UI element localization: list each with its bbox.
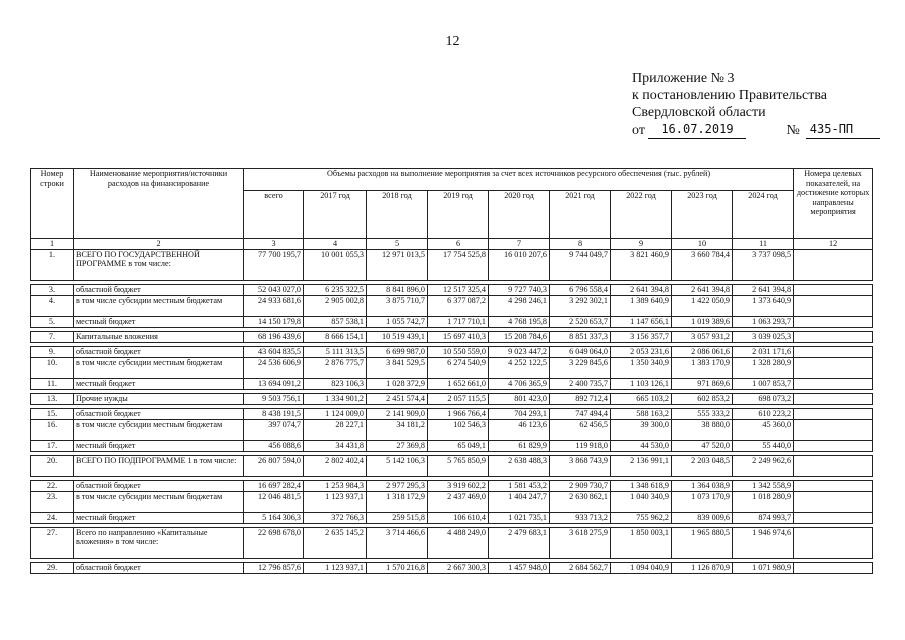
row-year-value-cell: 34 181,2 <box>367 419 428 440</box>
row-year-value-cell: 12 517 325,4 <box>428 284 489 295</box>
row-year-value-cell: 2 641 394,8 <box>733 284 794 295</box>
row-year-value-cell: 2 638 488,3 <box>489 455 550 476</box>
row-year-value-cell: 588 163,2 <box>611 408 672 419</box>
row-year-value-cell: 874 993,7 <box>733 512 794 523</box>
row-total-cell: 397 074,7 <box>244 419 304 440</box>
row-year-value-cell: 34 431,8 <box>304 440 367 451</box>
row-name-cell: местный бюджет <box>74 378 244 389</box>
table-row <box>31 284 873 295</box>
row-year-value-cell: 2 641 394,8 <box>672 284 733 295</box>
row-year-value-cell: 102 546,3 <box>428 419 489 440</box>
row-year-value-cell: 2 400 735,7 <box>550 378 611 389</box>
row-number-cell: 13. <box>31 393 74 404</box>
row-number-cell: 15. <box>31 408 74 419</box>
row-year-value-cell: 17 754 525,8 <box>428 249 489 280</box>
header-year-2019: 2019 год <box>428 191 489 239</box>
row-year-value-cell: 3 737 098,5 <box>733 249 794 280</box>
row-name-cell: Капитальные вложения <box>74 331 244 342</box>
row-number-cell: 17. <box>31 440 74 451</box>
row-year-value-cell: 47 520,0 <box>672 440 733 451</box>
row-year-value-cell: 3 156 357,7 <box>611 331 672 342</box>
column-index-cell: 5 <box>367 239 428 250</box>
table-body <box>31 239 873 574</box>
row-year-value-cell: 1 318 172,9 <box>367 491 428 512</box>
row-year-value-cell: 55 440,0 <box>733 440 794 451</box>
row-year-value-cell: 3 292 302,1 <box>550 295 611 316</box>
number-sign: № <box>786 123 800 138</box>
row-year-value-cell: 1 850 003,1 <box>611 527 672 558</box>
row-target-cell <box>794 331 873 342</box>
expenditure-table <box>30 168 873 574</box>
row-year-value-cell: 6 235 322,5 <box>304 284 367 295</box>
column-index-cell: 3 <box>244 239 304 250</box>
table-row <box>31 455 873 476</box>
header-name: Наименование мероприятия/источники расходов на финансирование <box>74 169 244 239</box>
row-year-value-cell: 119 918,0 <box>550 440 611 451</box>
row-year-value-cell: 3 821 460,9 <box>611 249 672 280</box>
row-year-value-cell: 27 369,8 <box>367 440 428 451</box>
row-name-cell: в том числе субсидии местным бюджетам <box>74 295 244 316</box>
column-index-cell: 9 <box>611 239 672 250</box>
row-year-value-cell: 1 581 453,2 <box>489 480 550 491</box>
row-target-cell <box>794 316 873 327</box>
row-year-value-cell: 65 049,1 <box>428 440 489 451</box>
row-year-value-cell: 555 333,2 <box>672 408 733 419</box>
row-total-cell: 456 088,6 <box>244 440 304 451</box>
row-name-cell: областной бюджет <box>74 346 244 357</box>
row-total-cell: 5 164 306,3 <box>244 512 304 523</box>
row-target-cell <box>794 408 873 419</box>
row-year-value-cell: 106 610,4 <box>428 512 489 523</box>
row-year-value-cell: 1 094 040,9 <box>611 562 672 573</box>
table-row <box>31 393 873 404</box>
row-year-value-cell: 1 965 880,5 <box>672 527 733 558</box>
table-row <box>31 357 873 378</box>
row-year-value-cell: 2 031 171,6 <box>733 346 794 357</box>
row-number-cell: 29. <box>31 562 74 573</box>
appendix-title: Приложение № 3 <box>632 71 735 86</box>
row-number-cell: 23. <box>31 491 74 512</box>
row-year-value-cell: 4 768 195,8 <box>489 316 550 327</box>
column-index-cell: 4 <box>304 239 367 250</box>
row-target-cell <box>794 249 873 280</box>
row-total-cell: 24 933 681,6 <box>244 295 304 316</box>
row-year-value-cell: 10 519 439,1 <box>367 331 428 342</box>
row-year-value-cell: 2 437 469,0 <box>428 491 489 512</box>
row-year-value-cell: 15 208 784,6 <box>489 331 550 342</box>
row-total-cell: 13 694 091,2 <box>244 378 304 389</box>
row-year-value-cell: 16 010 207,6 <box>489 249 550 280</box>
table-row <box>31 346 873 357</box>
row-year-value-cell: 2 451 574,4 <box>367 393 428 404</box>
row-year-value-cell: 1 071 980,9 <box>733 562 794 573</box>
header-row-number: Номер строки <box>31 169 74 239</box>
row-name-cell: областной бюджет <box>74 284 244 295</box>
row-year-value-cell: 3 618 275,9 <box>550 527 611 558</box>
row-name-cell: местный бюджет <box>74 316 244 327</box>
row-year-value-cell: 2 635 145,2 <box>304 527 367 558</box>
row-year-value-cell: 1 570 216,8 <box>367 562 428 573</box>
row-year-value-cell: 4 488 249,0 <box>428 527 489 558</box>
row-year-value-cell: 15 697 410,3 <box>428 331 489 342</box>
appendix-block <box>632 70 892 139</box>
row-year-value-cell: 1 124 009,0 <box>304 408 367 419</box>
header-year-2021: 2021 год <box>550 191 611 239</box>
row-year-value-cell: 6 699 987,0 <box>367 346 428 357</box>
row-year-value-cell: 12 971 013,5 <box>367 249 428 280</box>
row-year-value-cell: 2 520 653,7 <box>550 316 611 327</box>
row-year-value-cell: 3 714 466,6 <box>367 527 428 558</box>
row-number-cell: 11. <box>31 378 74 389</box>
row-target-cell <box>794 378 873 389</box>
row-total-cell: 14 150 179,8 <box>244 316 304 327</box>
table-row <box>31 480 873 491</box>
row-total-cell: 12 046 481,5 <box>244 491 304 512</box>
row-year-value-cell: 5 765 850,9 <box>428 455 489 476</box>
row-number-cell: 10. <box>31 357 74 378</box>
row-total-cell: 24 536 606,9 <box>244 357 304 378</box>
row-total-cell: 12 796 857,6 <box>244 562 304 573</box>
row-number-cell: 3. <box>31 284 74 295</box>
row-year-value-cell: 1 018 280,9 <box>733 491 794 512</box>
row-year-value-cell: 1 040 340,9 <box>611 491 672 512</box>
row-year-value-cell: 6 796 558,4 <box>550 284 611 295</box>
row-number-cell: 16. <box>31 419 74 440</box>
row-target-cell <box>794 284 873 295</box>
row-year-value-cell: 2 136 991,1 <box>611 455 672 476</box>
row-year-value-cell: 1 652 661,0 <box>428 378 489 389</box>
row-year-value-cell: 45 360,0 <box>733 419 794 440</box>
column-index-cell: 10 <box>672 239 733 250</box>
row-total-cell: 68 196 439,6 <box>244 331 304 342</box>
row-year-value-cell: 1 342 558,9 <box>733 480 794 491</box>
appendix-date-row <box>632 121 892 139</box>
column-index-cell: 1 <box>31 239 74 250</box>
row-year-value-cell: 2 641 394,8 <box>611 284 672 295</box>
row-year-value-cell: 2 203 048,5 <box>672 455 733 476</box>
row-year-value-cell: 3 660 784,4 <box>672 249 733 280</box>
row-number-cell: 9. <box>31 346 74 357</box>
row-year-value-cell: 1 717 710,1 <box>428 316 489 327</box>
from-label: от <box>632 123 645 138</box>
row-year-value-cell: 44 530,0 <box>611 440 672 451</box>
row-year-value-cell: 1 103 126,1 <box>611 378 672 389</box>
header-volumes: Объемы расходов на выполнение мероприятия за счет всех источников ресурсного обеспечения (тыс. рублей) <box>244 169 794 191</box>
row-year-value-cell: 2 684 562,7 <box>550 562 611 573</box>
row-year-value-cell: 8 841 896,0 <box>367 284 428 295</box>
row-name-cell: областной бюджет <box>74 408 244 419</box>
row-year-value-cell: 3 919 602,2 <box>428 480 489 491</box>
row-year-value-cell: 10 001 055,3 <box>304 249 367 280</box>
row-year-value-cell: 1 123 937,1 <box>304 562 367 573</box>
column-index-row <box>31 239 873 250</box>
row-year-value-cell: 6 377 087,2 <box>428 295 489 316</box>
table-row <box>31 249 873 280</box>
row-name-cell: в том числе субсидии местным бюджетам <box>74 419 244 440</box>
row-year-value-cell: 1 123 937,1 <box>304 491 367 512</box>
row-year-value-cell: 933 713,2 <box>550 512 611 523</box>
row-year-value-cell: 1 055 742,7 <box>367 316 428 327</box>
resolution-date: 16.07.2019 <box>648 121 746 139</box>
row-total-cell: 77 700 195,7 <box>244 249 304 280</box>
row-name-cell: ВСЕГО ПО ГОСУДАРСТВЕННОЙ ПРОГРАММЕ в том числе: <box>74 249 244 280</box>
row-year-value-cell: 1 373 640,9 <box>733 295 794 316</box>
row-year-value-cell: 665 103,2 <box>611 393 672 404</box>
row-year-value-cell: 28 227,1 <box>304 419 367 440</box>
table-row <box>31 527 873 558</box>
row-year-value-cell: 1 019 389,6 <box>672 316 733 327</box>
row-year-value-cell: 46 123,6 <box>489 419 550 440</box>
row-year-value-cell: 1 404 247,7 <box>489 491 550 512</box>
page-number: 12 <box>445 34 460 49</box>
row-name-cell: местный бюджет <box>74 440 244 451</box>
row-total-cell: 22 698 678,0 <box>244 527 304 558</box>
row-year-value-cell: 2 667 300,3 <box>428 562 489 573</box>
column-index-cell: 2 <box>74 239 244 250</box>
row-year-value-cell: 3 057 931,2 <box>672 331 733 342</box>
row-year-value-cell: 2 053 231,6 <box>611 346 672 357</box>
table-row <box>31 440 873 451</box>
row-year-value-cell: 1 334 901,2 <box>304 393 367 404</box>
row-year-value-cell: 372 766,3 <box>304 512 367 523</box>
header-total: всего <box>244 191 304 239</box>
row-year-value-cell: 839 009,6 <box>672 512 733 523</box>
row-year-value-cell: 747 494,4 <box>550 408 611 419</box>
table-row <box>31 316 873 327</box>
row-year-value-cell: 1 966 766,4 <box>428 408 489 419</box>
row-target-cell <box>794 346 873 357</box>
row-number-cell: 24. <box>31 512 74 523</box>
header-year-2020: 2020 год <box>489 191 550 239</box>
appendix-line-region: Свердловской области <box>632 105 766 120</box>
row-total-cell: 9 503 756,1 <box>244 393 304 404</box>
row-year-value-cell: 704 293,1 <box>489 408 550 419</box>
row-year-value-cell: 9 727 740,3 <box>489 284 550 295</box>
row-year-value-cell: 8 851 337,3 <box>550 331 611 342</box>
row-year-value-cell: 4 252 122,5 <box>489 357 550 378</box>
row-year-value-cell: 2 141 909,0 <box>367 408 428 419</box>
row-target-cell <box>794 512 873 523</box>
row-year-value-cell: 755 962,2 <box>611 512 672 523</box>
row-total-cell: 52 043 027,0 <box>244 284 304 295</box>
row-year-value-cell: 4 706 365,9 <box>489 378 550 389</box>
row-name-cell: в том числе субсидии местным бюджетам <box>74 491 244 512</box>
row-year-value-cell: 5 142 106,3 <box>367 455 428 476</box>
row-total-cell: 43 604 835,5 <box>244 346 304 357</box>
header-year-2017: 2017 год <box>304 191 367 239</box>
row-target-cell <box>794 419 873 440</box>
row-year-value-cell: 1 422 050,9 <box>672 295 733 316</box>
row-year-value-cell: 3 229 845,6 <box>550 357 611 378</box>
row-year-value-cell: 3 875 710,7 <box>367 295 428 316</box>
row-total-cell: 26 807 594,0 <box>244 455 304 476</box>
row-year-value-cell: 1 328 280,9 <box>733 357 794 378</box>
row-target-cell <box>794 393 873 404</box>
column-index-cell: 8 <box>550 239 611 250</box>
row-name-cell: местный бюджет <box>74 512 244 523</box>
row-number-cell: 27. <box>31 527 74 558</box>
row-year-value-cell: 3 841 529,5 <box>367 357 428 378</box>
row-year-value-cell: 1 021 735,1 <box>489 512 550 523</box>
row-year-value-cell: 1 348 618,9 <box>611 480 672 491</box>
row-year-value-cell: 1 253 984,3 <box>304 480 367 491</box>
row-year-value-cell: 1 007 853,7 <box>733 378 794 389</box>
row-target-cell <box>794 562 873 573</box>
row-number-cell: 1. <box>31 249 74 280</box>
row-year-value-cell: 2 977 295,3 <box>367 480 428 491</box>
row-target-cell <box>794 491 873 512</box>
row-target-cell <box>794 357 873 378</box>
row-year-value-cell: 6 274 540,9 <box>428 357 489 378</box>
row-year-value-cell: 61 829,9 <box>489 440 550 451</box>
row-year-value-cell: 3 868 743,9 <box>550 455 611 476</box>
row-year-value-cell: 1 457 948,0 <box>489 562 550 573</box>
row-year-value-cell: 3 039 025,3 <box>733 331 794 342</box>
row-year-value-cell: 259 515,8 <box>367 512 428 523</box>
row-name-cell: ВСЕГО ПО ПОДПРОГРАММЕ 1 в том числе: <box>74 455 244 476</box>
row-name-cell: в том числе субсидии местным бюджетам <box>74 357 244 378</box>
row-year-value-cell: 823 106,3 <box>304 378 367 389</box>
column-index-cell: 6 <box>428 239 489 250</box>
row-year-value-cell: 610 223,2 <box>733 408 794 419</box>
row-number-cell: 4. <box>31 295 74 316</box>
row-target-cell <box>794 480 873 491</box>
row-year-value-cell: 1 946 974,6 <box>733 527 794 558</box>
row-year-value-cell: 1 383 170,9 <box>672 357 733 378</box>
row-name-cell: областной бюджет <box>74 480 244 491</box>
row-year-value-cell: 892 712,4 <box>550 393 611 404</box>
row-year-value-cell: 9 023 447,2 <box>489 346 550 357</box>
row-year-value-cell: 602 853,2 <box>672 393 733 404</box>
row-year-value-cell: 1 126 870,9 <box>672 562 733 573</box>
header-year-2018: 2018 год <box>367 191 428 239</box>
table-row <box>31 295 873 316</box>
row-number-cell: 20. <box>31 455 74 476</box>
row-name-cell: областной бюджет <box>74 562 244 573</box>
row-target-cell <box>794 455 873 476</box>
row-year-value-cell: 10 550 559,0 <box>428 346 489 357</box>
row-year-value-cell: 8 666 154,1 <box>304 331 367 342</box>
row-year-value-cell: 801 423,0 <box>489 393 550 404</box>
row-total-cell: 8 438 191,5 <box>244 408 304 419</box>
table-row <box>31 512 873 523</box>
row-name-cell: Всего по направлению «Капитальные вложения» в том числе: <box>74 527 244 558</box>
row-number-cell: 7. <box>31 331 74 342</box>
column-index-cell: 11 <box>733 239 794 250</box>
appendix-line-resolution: к постановлению Правительства <box>632 88 828 103</box>
row-year-value-cell: 1 073 170,9 <box>672 491 733 512</box>
row-year-value-cell: 5 111 313,5 <box>304 346 367 357</box>
row-year-value-cell: 2 802 402,4 <box>304 455 367 476</box>
table-row <box>31 408 873 419</box>
row-year-value-cell: 2 479 683,1 <box>489 527 550 558</box>
row-year-value-cell: 9 744 049,7 <box>550 249 611 280</box>
table-row <box>31 562 873 573</box>
header-year-2022: 2022 год <box>611 191 672 239</box>
row-year-value-cell: 2 909 730,7 <box>550 480 611 491</box>
row-year-value-cell: 1 364 038,9 <box>672 480 733 491</box>
row-year-value-cell: 2 086 061,6 <box>672 346 733 357</box>
row-number-cell: 22. <box>31 480 74 491</box>
row-year-value-cell: 2 249 962,6 <box>733 455 794 476</box>
row-year-value-cell: 1 350 340,9 <box>611 357 672 378</box>
row-number-cell: 5. <box>31 316 74 327</box>
row-year-value-cell: 2 630 862,1 <box>550 491 611 512</box>
column-index-cell: 12 <box>794 239 873 250</box>
row-year-value-cell: 2 057 115,5 <box>428 393 489 404</box>
row-target-cell <box>794 440 873 451</box>
row-year-value-cell: 857 538,1 <box>304 316 367 327</box>
header-year-2024: 2024 год <box>733 191 794 239</box>
row-year-value-cell: 38 880,0 <box>672 419 733 440</box>
row-year-value-cell: 2 905 002,8 <box>304 295 367 316</box>
column-index-cell: 7 <box>489 239 550 250</box>
row-year-value-cell: 6 049 064,0 <box>550 346 611 357</box>
row-year-value-cell: 971 869,6 <box>672 378 733 389</box>
table-row <box>31 419 873 440</box>
header-year-2023: 2023 год <box>672 191 733 239</box>
row-year-value-cell: 4 298 246,1 <box>489 295 550 316</box>
table-row <box>31 378 873 389</box>
table-row <box>31 331 873 342</box>
row-total-cell: 16 697 282,4 <box>244 480 304 491</box>
row-year-value-cell: 1 063 293,7 <box>733 316 794 327</box>
row-year-value-cell: 698 073,2 <box>733 393 794 404</box>
table-row <box>31 491 873 512</box>
row-target-cell <box>794 295 873 316</box>
row-target-cell <box>794 527 873 558</box>
row-year-value-cell: 62 456,5 <box>550 419 611 440</box>
row-year-value-cell: 1 028 372,9 <box>367 378 428 389</box>
row-year-value-cell: 1 147 656,1 <box>611 316 672 327</box>
resolution-number: 435-ПП <box>806 121 880 139</box>
row-year-value-cell: 2 876 775,7 <box>304 357 367 378</box>
row-name-cell: Прочие нужды <box>74 393 244 404</box>
row-year-value-cell: 1 389 640,9 <box>611 295 672 316</box>
header-targets: Номера целевых показателей, на достижение которых направлены мероприятия <box>794 169 873 239</box>
row-year-value-cell: 39 300,0 <box>611 419 672 440</box>
